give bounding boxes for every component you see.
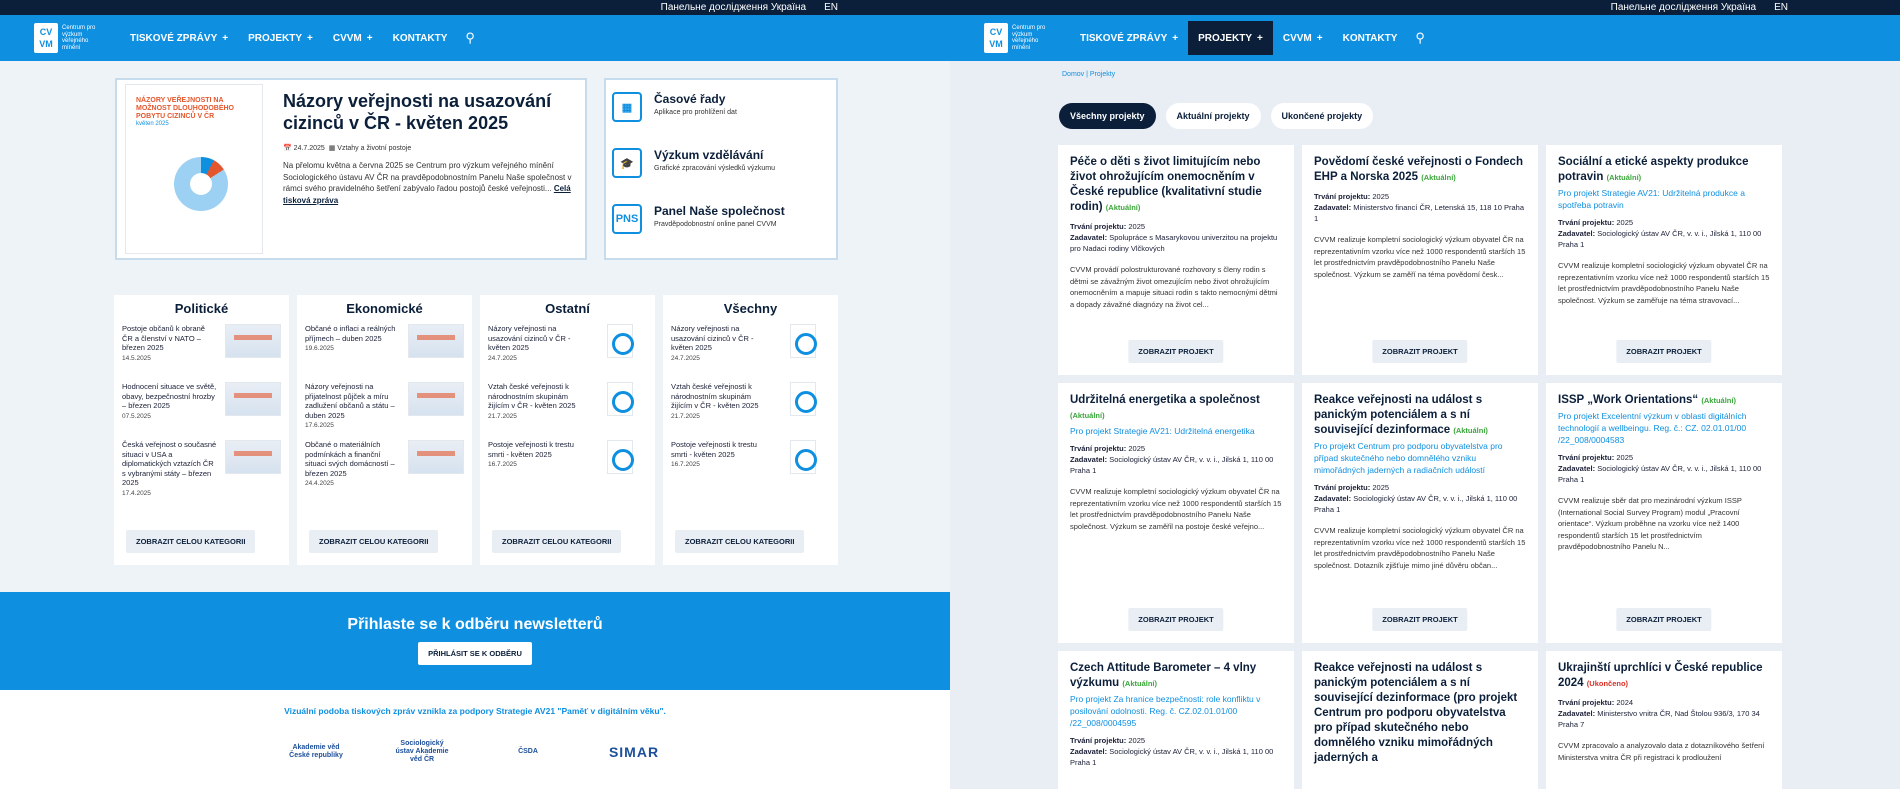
item-title: Názory veřejnosti na usazování cizinců v ČR - květen 2025 [671,324,754,352]
project-title[interactable] [1070,393,1282,423]
status-badge: (Aktuální) [1070,411,1105,420]
lang-en-link[interactable]: EN [1774,2,1788,13]
newsletter-title: Přihlaste se k odběru newsletterů [347,616,603,633]
item-title: Postoje veřejnosti k trestu smrti - květen 2025 [488,440,574,459]
project-grid [1058,145,1788,789]
top-bar [950,0,1900,15]
duration: 2025 [1372,192,1390,201]
chart-thumbnail [607,382,633,416]
list-item[interactable] [671,382,830,434]
duration: 2025 [1616,453,1634,462]
item-date: 07.5.2025 [122,412,151,420]
project-filter-tabs [1059,103,1373,129]
chart-thumbnail [225,440,281,474]
label: Zadavatel: [1314,494,1352,503]
project-desc: CVVM realizuje kompletní sociologický výzkum obyvatel ČR na reprezentativním vzorku více než 1000 respondentů starších 15 let prostřednictvím pravděpodobnostního Panelu Naše společnost. Výzkum se zaměří na téma povědomí česk... [1314,235,1526,279]
project-program-link[interactable]: Pro projekt Za hranice bezpečnosti: role konfliktu v posilování odolnosti. Reg. č. CZ.02.01.01/00 /22_008/0004595 [1070,694,1261,728]
project-card [1546,145,1782,375]
apps-panel [604,78,838,260]
item-date: 21.7.2025 [488,412,517,420]
status-badge: (Aktuální) [1701,396,1736,405]
app-sub: Pravděpodobnostní online panel CVVM [654,221,777,228]
logo-text: Centrum pro výzkum veřejného mínění [62,25,96,51]
chart-thumbnail [225,324,281,358]
project-desc: CVVM realizuje kompletní sociologický výzkum obyvatel ČR na reprezentativním vzorku více než 1000 respondentů starších 15 let prostřednictvím pravděpodobnostního Panelu Naše společnost. Dotazník zjišťuje mimo jiné důvěru občan... [1314,526,1526,570]
nav-label: TISKOVÉ ZPRÁVY [130,32,218,44]
project-details [1070,735,1282,768]
item-date: 19.6.2025 [305,345,334,352]
item-title: Názory veřejnosti na usazování cizinců v ČR - květen 2025 [488,324,571,352]
item-date: 17.4.2025 [122,489,151,497]
project-program-link[interactable]: Pro projekt Strategie AV21: Udržitelná produkce a spotřeba potravin [1558,188,1745,210]
nav-projects[interactable] [1188,21,1273,55]
logo-mark: CV VM [984,23,1008,53]
project-details [1558,217,1770,250]
project-card [1058,383,1294,643]
nav-cvvm[interactable] [1273,15,1333,61]
plus-icon: + [1257,32,1263,44]
project-title[interactable] [1314,155,1526,185]
project-title-text: Povědomí české veřejnosti o Fondech EHP a Norska 2025 [1314,156,1523,183]
label: Zadavatel: [1314,203,1352,212]
nav-press-releases[interactable] [120,15,238,61]
project-title[interactable] [1070,661,1282,691]
footer [0,690,950,789]
label: Trvání projektu: [1558,698,1615,707]
graduation-cap-icon: 🎓 [612,148,642,178]
nav-label: CVVM [1282,32,1312,44]
category-economic [297,295,472,565]
full-release-link[interactable]: Celá tisková zpráva [283,184,571,205]
top-bar [0,0,950,15]
thumb-subtitle: květen 2025 [136,121,169,127]
nav-label: KONTAKTY [1342,32,1398,44]
chart-thumbnail [408,440,464,474]
featured-tag[interactable]: Vztahy a životní postoje [337,145,412,152]
featured-meta: 📅 24.7.2025 ▦ Vztahy a životní postoje [283,145,412,152]
footer-text: Vizuální podoba tiskových zpráv vznikla za podpory Strategie AV21 "Paměť v digitálním věku". [284,706,666,716]
category-title: Politické [174,301,229,316]
duration: 2025 [1128,222,1146,231]
status-badge: (Aktuální) [1105,203,1141,212]
item-title: Postoje občanů k obraně ČR a členství v NATO – březen 2025 [122,324,205,352]
partner-logo[interactable]: ČSDA [518,748,538,755]
projects-page-pane [950,0,1900,789]
logo-text: Centrum pro výzkum veřejného mínění [1012,25,1046,51]
chart-thumbnail [790,324,816,358]
lang-en-link[interactable]: EN [824,2,838,13]
item-date: 16.7.2025 [488,461,517,468]
client: Ministerstvo financí ČR, Letenská 15, 118 10 Praha 1 [1314,203,1524,223]
category-title: Všechny [723,301,778,316]
item-title: Česká veřejnost o současné situaci v USA a diplomatických vztazích ČR s vybranými státy – březen 2025 [122,440,217,487]
nav-label: TISKOVÉ ZPRÁVY [1080,32,1168,44]
item-title: Hodnocení situace ve světě, obavy, bezpečnostní hrozby – březen 2025 [122,382,217,410]
category-all [663,295,838,565]
item-title: Postoje veřejnosti k trestu smrti - květen 2025 [671,440,757,459]
project-title-text: Udržitelná energetika a společnost [1070,394,1260,406]
project-desc: CVVM realizuje kompletní sociologický výzkum obyvatel ČR na reprezentativním vzorku více než 1000 respondentů starších 15 let prostřednictvím pravděpodobnostního Panelu Naše společnost. Výzkum se zaměřuje na téma stravovací... [1558,261,1770,305]
project-title-text: Ukrajinští uprchlíci v České republice 2024 [1558,662,1763,689]
tab-all-projects[interactable]: Všechny projekty [1059,103,1156,129]
plus-icon: + [1316,32,1323,44]
client: Spolupráce s Masarykovou univerzitou na projektu pro Nadaci rodiny Vlčkových [1070,233,1278,253]
project-details [1314,191,1526,224]
project-program-link[interactable]: Pro projekt Centrum pro podporu obyvatelstva pro případ skutečného nebo domnělého vzniku mimořádných jaderných a radiačních událostí [1314,441,1503,475]
label: Trvání projektu: [1314,483,1371,492]
logo[interactable] [34,23,100,53]
item-date: 14.5.2025 [122,354,151,362]
category-political [114,295,289,565]
status-badge: (Aktuální) [1122,679,1158,688]
partner-logo[interactable]: Akademie věd České republiky [289,744,343,759]
featured-excerpt: Na přelomu května a června 2025 se Centrum pro výzkum veřejného mínění Sociologického ústavu AV ČR na pravděpodobnostním Panelu Naše společnost v rámci svého pravidelného šetření zabývalo řadou postojů české veřejnosti... [283,161,572,193]
client: Ministerstvo vnitra ČR, Nad Štolou 936/3, 170 34 Praha 7 [1558,709,1760,729]
project-title-text: Sociální a etické aspekty produkce potravin [1558,156,1749,183]
ukraine-panel-link[interactable]: Панельне дослідження Україна [660,2,807,13]
featured-text [283,160,573,206]
project-details [1070,221,1282,254]
show-project-button[interactable]: ZOBRAZIT PROJEKT [1616,340,1711,363]
app-title: Panel Naše společnost [654,204,785,218]
plus-icon: + [366,32,373,44]
label: Zadavatel: [1070,233,1108,242]
project-desc: CVVM realizuje sběr dat pro mezinárodní výzkum ISSP (International Social Survey Program) modul „Pracovní orientace“. Výzkum proběhne na vzorku více než 1400 respondentů starších 15 let prostřednictvím pravděpodobnostního Panelu N... [1558,496,1742,551]
search-icon[interactable]: ⚲ [465,30,475,45]
app-panel[interactable] [612,198,830,254]
project-card [1058,145,1294,375]
featured-date: 24.7.2025 [293,145,325,152]
client: Sociologický ústav AV ČR, v. v. i., Jilská 1, 110 00 Praha 1 [1558,464,1762,484]
project-title-text: ISSP „Work Orientations“ [1558,394,1699,406]
main-nav [0,15,950,61]
nav-projects[interactable] [238,15,323,61]
project-desc: CVVM provádí polostrukturované rozhovory s členy rodin s dětmi se závažným život omezujícím nebo život ohrožujícím onemocněním a mapuje situaci rodin s takto nemocnými dětmi a dopady závažné diagnózy na život cel... [1070,265,1278,309]
show-category-button[interactable]: ZOBRAZIT CELOU KATEGORII [126,530,255,553]
project-title[interactable] [1558,661,1770,691]
project-details [1314,482,1526,515]
logo[interactable] [984,23,1050,53]
project-title-text: Péče o děti s život limitujícím nebo život ohrožujícím onemocněním v České republice (kvalitativní studie rodin) [1070,156,1262,213]
item-date: 24.4.2025 [305,480,334,487]
tab-finished-projects[interactable]: Ukončené projekty [1271,103,1374,129]
duration: 2025 [1372,483,1390,492]
breadcrumb[interactable]: Domov | Projekty [1062,71,1116,78]
nav-contacts[interactable] [383,15,458,61]
label: Zadavatel: [1558,709,1596,718]
duration: 2025 [1128,736,1146,745]
project-title-text: Czech Attitude Barometer – 4 vlny výzkumu [1070,662,1257,689]
project-desc: CVVM realizuje kompletní sociologický výzkum obyvatel ČR na reprezentativním vzorku více než 1000 respondentů starších 15 let prostřednictvím pravděpodobnostního Panelu Naše společnost. Výzkum se zaměřil na postoje české veřejno... [1070,487,1282,531]
list-item[interactable] [122,440,281,497]
chart-thumbnail [790,382,816,416]
status-badge: (Aktuální) [1453,426,1488,435]
category-title: Ekonomické [346,301,423,316]
featured-thumbnail[interactable] [125,84,263,254]
chart-thumbnail [408,382,464,416]
item-date: 24.7.2025 [671,354,700,362]
chart-thumbnail [225,382,281,416]
list-item[interactable] [305,382,464,434]
category-other [480,295,655,565]
donut-chart-icon [174,157,228,211]
nav-label: KONTAKTY [392,32,448,44]
calendar-chart-icon: ▦ [612,92,642,122]
partner-logo[interactable]: SIMAR [608,744,660,760]
nav-contacts[interactable] [1333,15,1408,61]
plus-icon: + [307,32,313,44]
item-date: 16.7.2025 [671,461,700,468]
project-program-link[interactable]: Pro projekt Strategie AV21: Udržitelná energetika [1070,426,1255,436]
label: Zadavatel: [1558,229,1596,238]
project-program-link[interactable]: Pro projekt Excelentní výzkum v oblasti digitálních technologií a wellbeingu. Reg. č.: CZ. 02.01.01/00 /22_008/0004583 [1558,411,1747,445]
category-title: Ostatní [545,301,590,316]
pns-icon: PNS [612,204,642,234]
chart-thumbnail [607,440,633,474]
item-title: Vztah české veřejnosti k národnostním skupinám žijícím v ČR - květen 2025 [671,382,759,410]
app-education-research[interactable] [612,142,830,198]
item-date: 21.7.2025 [671,412,700,420]
label: Zadavatel: [1558,464,1596,473]
chart-thumbnail [408,324,464,358]
label: Trvání projektu: [1558,218,1615,227]
plus-icon: + [1172,32,1179,44]
subscribe-button[interactable]: PŘIHLÁSIT SE K ODBĚRU [418,642,532,665]
duration: 2024 [1616,698,1634,707]
app-sub: Grafické zpracování výsledků výzkumu [654,165,775,172]
project-title[interactable] [1558,155,1770,185]
list-item[interactable] [305,324,464,376]
project-details [1558,697,1770,730]
chart-thumbnail [607,324,633,358]
label: Zadavatel: [1070,747,1108,756]
project-title-text: Reakce veřejnosti na událost s panickým potenciálem a s ní související dezinformace [1314,394,1483,436]
show-project-button[interactable]: ZOBRAZIT PROJEKT [1128,340,1223,363]
project-title[interactable] [1314,661,1526,766]
featured-title[interactable]: Názory veřejnosti na usazování cizinců v ČR - květen 2025 [283,91,552,133]
label: Trvání projektu: [1070,444,1127,453]
show-project-button[interactable]: ZOBRAZIT PROJEKT [1128,608,1223,631]
nav-label: PROJEKTY [248,32,302,44]
project-card [1302,145,1538,375]
plus-icon: + [222,32,229,44]
item-title: Názory veřejnosti na přijatelnost půjček a míru zadlužení občanů a státu – duben 2025 [305,382,395,420]
categories [114,295,838,565]
item-title: Občané o materiálních podmínkách a finanční situaci svých domácností – březen 2025 [305,440,395,478]
client: Sociologický ústav AV ČR, v. v. i., Jilská 1, 110 00 Praha 1 [1558,229,1762,249]
list-item[interactable] [488,324,647,376]
project-card [1302,651,1538,789]
label: Trvání projektu: [1314,192,1371,201]
item-title: Občané o inflaci a reálných příjmech – duben 2025 [305,324,396,343]
project-details [1558,452,1770,485]
nav-label: CVVM [332,32,362,44]
duration: 2025 [1616,218,1634,227]
newsletter-banner [0,592,950,690]
client: Sociologický ústav AV ČR, v. v. i., Jilská 1, 110 00 Praha 1 [1314,494,1518,514]
project-card [1302,383,1538,643]
app-time-series[interactable] [612,86,830,142]
nav-label: PROJEKTY [1198,32,1252,44]
status-badge: (Aktuální) [1421,173,1456,182]
client: Sociologický ústav AV ČR, v. v. i., Jilská 1, 110 00 Praha 1 [1070,747,1274,767]
status-badge: (Aktuální) [1606,173,1642,182]
nav-press-releases[interactable] [1070,15,1188,61]
label: Trvání projektu: [1558,453,1615,462]
show-project-button[interactable]: ZOBRAZIT PROJEKT [1616,608,1711,631]
show-category-button[interactable]: ZOBRAZIT CELOU KATEGORII [309,530,438,553]
list-item[interactable] [671,440,830,492]
list-item[interactable] [122,382,281,434]
project-title-text: Reakce veřejnosti na událost s panickým potenciálem a s ní související dezinformace (pro projekt Centrum pro podporu obyvatelstva pro případ skutečného nebo domnělého vzniku mimořádných jaderných a [1314,662,1518,764]
ukraine-panel-link[interactable]: Панельне дослідження Україна [1610,2,1757,13]
list-item[interactable] [122,324,281,376]
label: Trvání projektu: [1070,736,1127,745]
item-date: 17.6.2025 [305,422,334,429]
duration: 2025 [1128,444,1146,453]
project-title[interactable] [1070,155,1282,215]
project-title[interactable] [1314,393,1526,438]
project-desc: CVVM zpracovalo a analyzovalo data z dotazníkového šetření Ministerstva vnitra ČR při registraci k prodloužení [1558,741,1765,762]
label: Zadavatel: [1070,455,1108,464]
show-project-button[interactable]: ZOBRAZIT PROJEKT [1372,608,1467,631]
thumb-title: NÁZORY VEŘEJNOSTI NA MOŽNOST DLOUHODOBÉHO POBYTU CIZINCŮ V ČR [136,97,234,120]
client: Sociologický ústav AV ČR, v. v. i., Jilská 1, 110 00 Praha 1 [1070,455,1274,475]
project-card [1058,651,1294,789]
partner-logos [0,740,950,764]
list-item[interactable] [488,440,647,492]
app-sub: Aplikace pro prohlížení dat [654,109,737,116]
show-project-button[interactable]: ZOBRAZIT PROJEKT [1372,340,1467,363]
show-category-button[interactable]: ZOBRAZIT CELOU KATEGORII [492,530,621,553]
app-title: Výzkum vzdělávání [654,148,764,162]
project-card [1546,651,1782,789]
list-item[interactable] [305,440,464,492]
project-title[interactable] [1558,393,1770,408]
item-date: 24.7.2025 [488,354,517,362]
partner-logo[interactable]: Sociologický ústav Akademie věd ČR [395,740,449,763]
main-nav [950,15,1900,61]
list-item[interactable] [671,324,830,376]
list-item[interactable] [488,382,647,434]
app-title: Časové řady [654,92,726,106]
status-badge: (Ukončeno) [1586,679,1629,688]
label: Trvání projektu: [1070,222,1127,231]
featured-press-release [115,78,587,260]
logo-mark: CV VM [34,23,58,53]
item-title: Vztah české veřejnosti k národnostním skupinám žijícím v ČR - květen 2025 [488,382,576,410]
tab-current-projects[interactable]: Aktuální projekty [1166,103,1261,129]
project-card [1546,383,1782,643]
search-icon[interactable]: ⚲ [1415,30,1425,45]
chart-thumbnail [790,440,816,474]
nav-cvvm[interactable] [323,15,383,61]
show-category-button[interactable]: ZOBRAZIT CELOU KATEGORII [675,530,804,553]
project-details [1070,443,1282,476]
